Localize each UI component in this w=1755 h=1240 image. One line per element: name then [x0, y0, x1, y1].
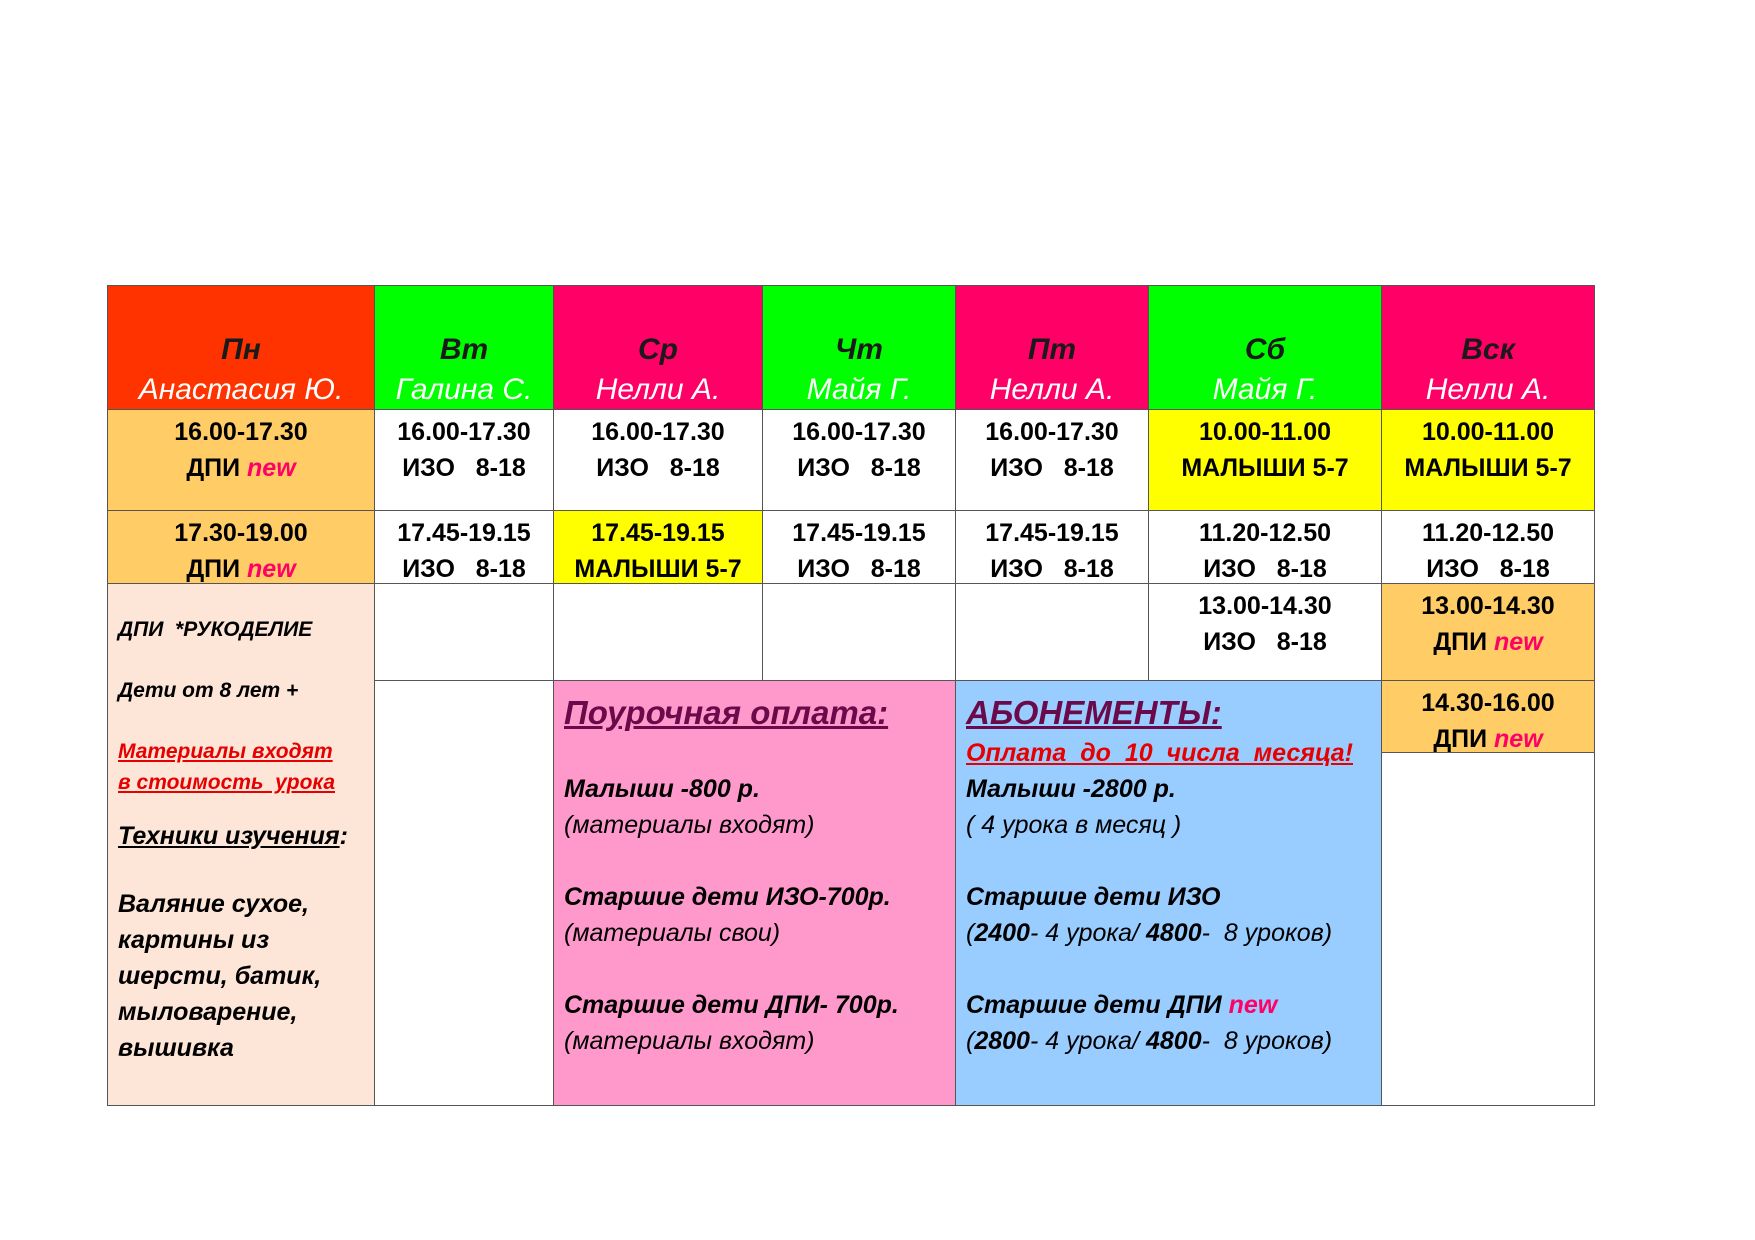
paren: ( [966, 1027, 975, 1055]
new-badge: new [247, 555, 296, 583]
slot-mon-2 [107, 510, 375, 584]
header-wednesday [553, 285, 763, 410]
price-value: 2400 [974, 919, 1030, 947]
slot-tue-2 [374, 510, 554, 584]
slot-wed-2 [553, 510, 763, 584]
teacher-name: Анастасия Ю. [138, 373, 344, 406]
teacher-name: Майя Г. [806, 373, 912, 406]
empty-cell-thu-3 [762, 583, 956, 681]
day-label: Сб [1244, 333, 1286, 366]
teacher-name: Нелли А. [1425, 373, 1551, 406]
slot-time: 16.00-17.30 [174, 418, 308, 446]
new-badge: new [1494, 725, 1543, 753]
slot-fri-1 [955, 409, 1149, 511]
slot-wed-1 [553, 409, 763, 511]
header-tuesday [374, 285, 554, 410]
price-line: Старшие дети ДПИ [966, 991, 1229, 1019]
day-label: Пн [221, 333, 261, 366]
price-note: (материалы входят) [564, 1027, 815, 1055]
slot-label: ДПИ [186, 454, 241, 482]
price-text: - 8 уроков) [1201, 1027, 1333, 1055]
empty-cell-tue-3 [374, 583, 554, 681]
slot-sun-1 [1381, 409, 1595, 511]
day-label: Чт [835, 333, 883, 366]
price-line: Старшие дети ИЗО [966, 883, 1221, 911]
slot-time: 16.00-17.30 [985, 418, 1119, 446]
slot-label: ИЗО 8-18 [1203, 628, 1327, 656]
technique-item: мыловарение, [118, 998, 298, 1026]
day-label: Ср [638, 333, 678, 366]
slot-label: МАЛЫШИ 5-7 [1404, 454, 1572, 482]
price-line: Старшие дети ИЗО-700р. [564, 883, 891, 911]
slot-label: ДПИ [1433, 725, 1488, 753]
price-text: - 4 урока/ [1029, 919, 1146, 947]
slot-time: 10.00-11.00 [1198, 418, 1332, 446]
slot-time: 16.00-17.30 [591, 418, 725, 446]
slot-label: ИЗО 8-18 [1426, 555, 1550, 583]
slot-time: 11.20-12.50 [1421, 519, 1555, 547]
slot-time: 17.30-19.00 [174, 519, 308, 547]
technique-item: вышивка [118, 1034, 234, 1062]
price-note: (материалы входят) [564, 811, 815, 839]
slot-time: 17.45-19.15 [397, 519, 531, 547]
slot-time: 14.30-16.00 [1421, 689, 1555, 717]
slot-label: ДПИ [186, 555, 241, 583]
slot-label: МАЛЫШИ 5-7 [574, 555, 742, 583]
slot-time: 17.45-19.15 [792, 519, 926, 547]
slot-time: 16.00-17.30 [792, 418, 926, 446]
slot-label: ИЗО 8-18 [402, 454, 526, 482]
slot-mon-1 [107, 409, 375, 511]
per-lesson-payment-box [553, 680, 956, 1106]
empty-cell-sun-lower [1381, 752, 1595, 1106]
slot-label: ДПИ [1433, 628, 1488, 656]
price-value: 2800 [974, 1027, 1030, 1055]
price-note: (материалы свои) [564, 919, 781, 947]
teacher-name: Нелли А. [595, 373, 721, 406]
slot-label: ИЗО 8-18 [990, 555, 1114, 583]
header-sunday [1381, 285, 1595, 410]
price-text: - 8 уроков) [1201, 919, 1333, 947]
slot-thu-1 [762, 409, 956, 511]
day-label: Пт [1027, 333, 1077, 366]
dpi-info-panel [107, 583, 375, 1106]
dpi-title: ДПИ *РУКОДЕЛИЕ [118, 618, 313, 641]
empty-cell-wed-3 [553, 583, 763, 681]
new-badge: new [247, 454, 296, 482]
subscriptions-box [955, 680, 1382, 1106]
slot-thu-2 [762, 510, 956, 584]
empty-cell-fri-3 [955, 583, 1149, 681]
slot-sat-1 [1148, 409, 1382, 511]
header-thursday [762, 285, 956, 410]
payment-deadline: Оплата до 10 числа месяца! [966, 739, 1353, 767]
slot-label: ИЗО 8-18 [797, 454, 921, 482]
teacher-name: Майя Г. [1212, 373, 1318, 406]
slot-sun-2 [1381, 510, 1595, 584]
paren: ( [966, 919, 975, 947]
dpi-materials-line1: Материалы входят [118, 740, 333, 763]
techniques-colon: : [339, 822, 348, 850]
header-friday [955, 285, 1149, 410]
slot-sun-3 [1381, 583, 1595, 681]
new-badge: new [1228, 991, 1278, 1019]
teacher-name: Галина С. [395, 373, 533, 406]
slot-time: 11.20-12.50 [1198, 519, 1332, 547]
slot-time: 10.00-11.00 [1421, 418, 1555, 446]
slot-fri-2 [955, 510, 1149, 584]
price-text: - 4 урока/ [1029, 1027, 1146, 1055]
price-line: Старшие дети ДПИ- 700р. [564, 991, 899, 1019]
slot-time: 17.45-19.15 [591, 519, 725, 547]
new-badge: new [1494, 628, 1543, 656]
price-note: ( 4 урока в месяц ) [966, 811, 1182, 839]
slot-sat-2 [1148, 510, 1382, 584]
slot-label: ИЗО 8-18 [596, 454, 720, 482]
per-lesson-title: Поурочная оплата: [564, 694, 889, 731]
slot-time: 16.00-17.30 [397, 418, 531, 446]
slot-label: ИЗО 8-18 [1203, 555, 1327, 583]
price-line: Малыши -2800 р. [966, 775, 1176, 803]
slot-time: 13.00-14.30 [1421, 592, 1555, 620]
day-label: Вск [1461, 333, 1515, 366]
slot-label: ИЗО 8-18 [990, 454, 1114, 482]
slot-label: ИЗО 8-18 [402, 555, 526, 583]
slot-time: 13.00-14.30 [1198, 592, 1332, 620]
price-value: 4800 [1145, 1027, 1202, 1055]
header-saturday [1148, 285, 1382, 410]
empty-cell-tue-lower [374, 680, 554, 1106]
slot-sat-3 [1148, 583, 1382, 681]
teacher-name: Нелли А. [989, 373, 1115, 406]
slot-label: МАЛЫШИ 5-7 [1181, 454, 1349, 482]
technique-item: шерсти, батик, [118, 962, 322, 990]
header-monday [107, 285, 375, 410]
technique-item: Валяние сухое, [118, 890, 309, 918]
day-label: Вт [439, 333, 489, 366]
subscriptions-title: АБОНЕМЕНТЫ: [966, 694, 1222, 731]
price-value: 4800 [1145, 919, 1202, 947]
dpi-materials-line2: в стоимость урока [118, 771, 336, 794]
price-line: Малыши -800 р. [564, 775, 760, 803]
dpi-age: Дети от 8 лет + [118, 679, 299, 702]
slot-time: 17.45-19.15 [985, 519, 1119, 547]
techniques-title: Техники изучения [118, 822, 340, 850]
technique-item: картины из [118, 926, 270, 954]
slot-label: ИЗО 8-18 [797, 555, 921, 583]
slot-tue-1 [374, 409, 554, 511]
slot-sun-4 [1381, 680, 1595, 753]
